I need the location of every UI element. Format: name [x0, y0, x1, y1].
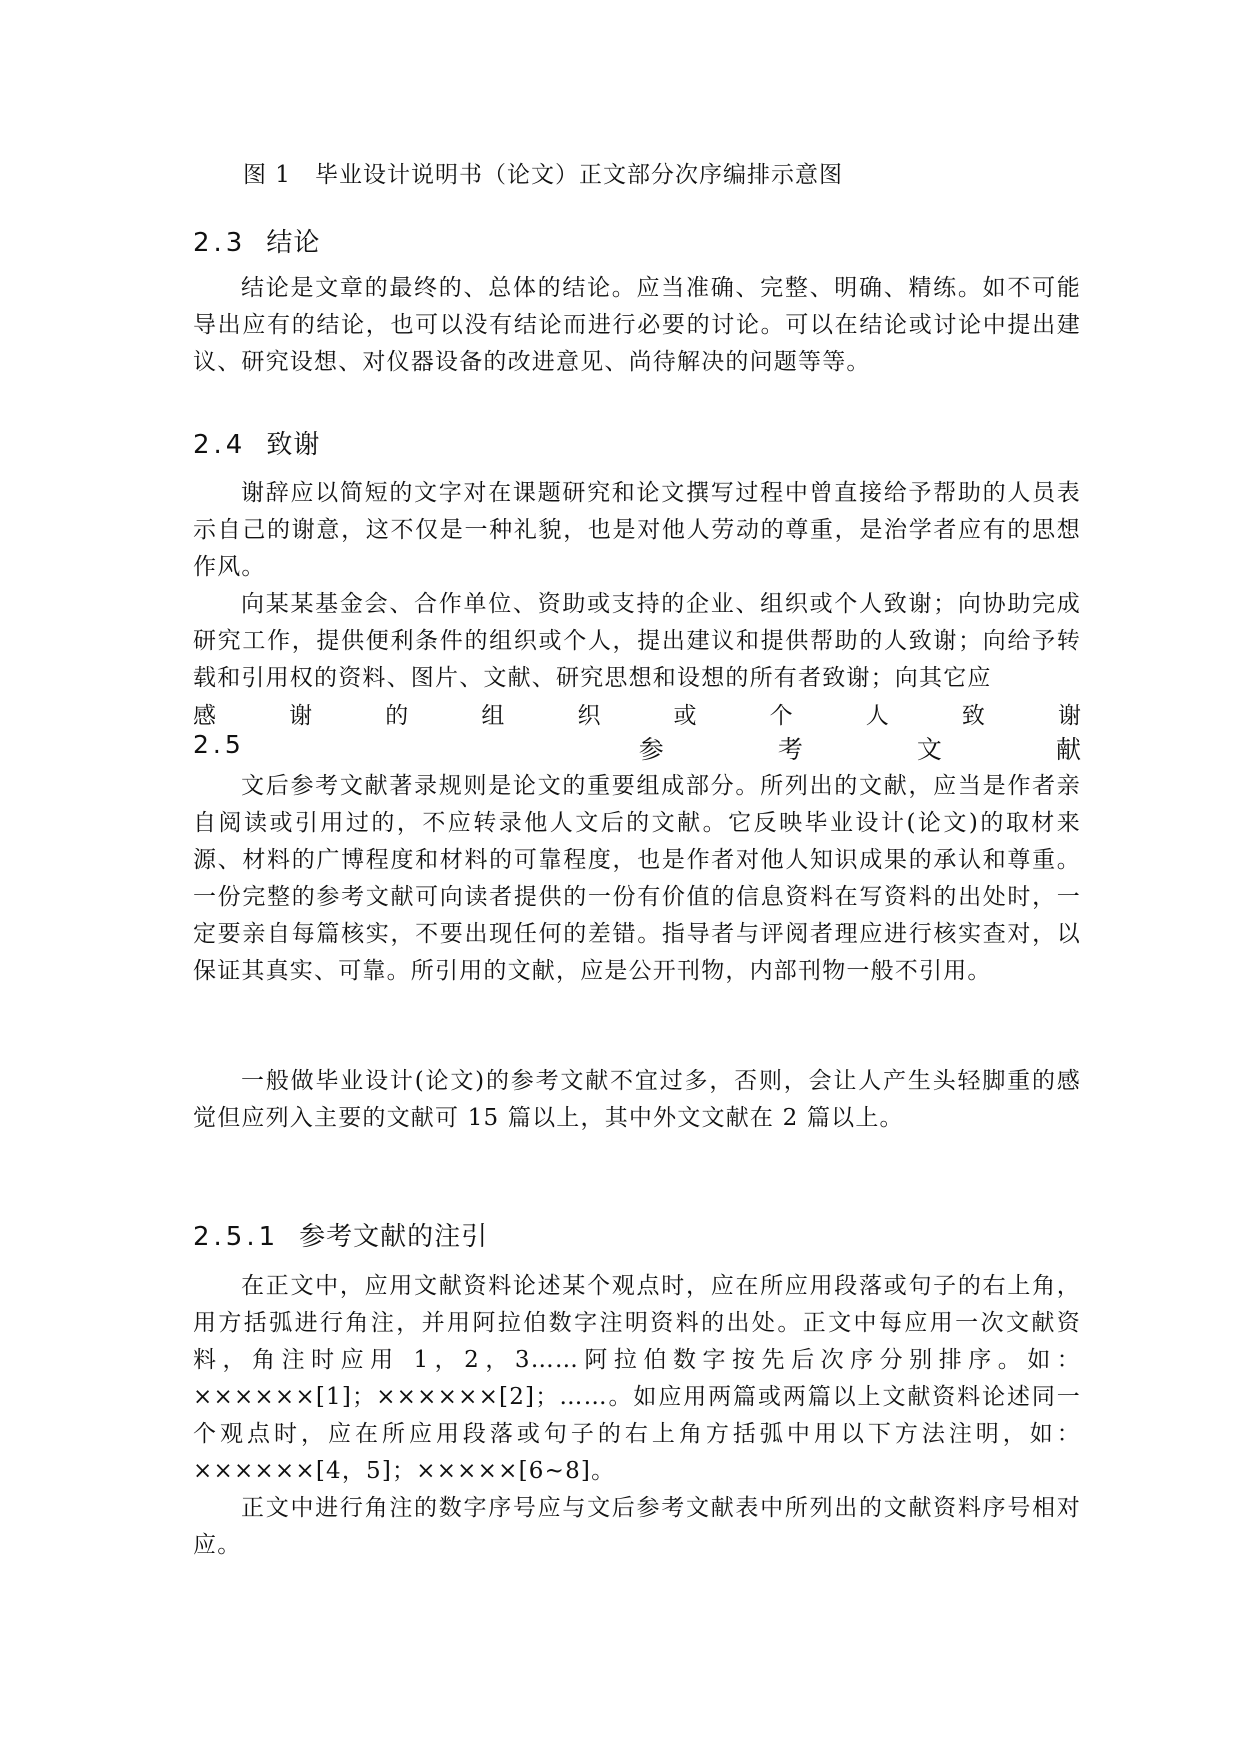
spread-char: 人: [865, 703, 889, 729]
references-paragraph-1: 文后参考文献著录规则是论文的重要组成部分。所列出的文献，应当是作者亲自阅读或引用过的，不应转录他人文后的文献。它反映毕业设计(论文)的取材来源、材料的广博程度和材料的可靠程度，也是作者对他人知识成果的承认和尊重。一份完整的参考文献可向读者提供的一份有价值的信息资料在写资料的出处时，一定要亲自每篇核实，不要出现任何的差错。指导者与评阅者理应进行核实查对，以保证其真实、可靠。所引用的文献，应是公开刊物，内部刊物一般不引用。: [193, 773, 1081, 984]
spread-char: 感: [193, 703, 216, 729]
section-number: 2.5: [193, 730, 245, 759]
citation-paragraph-2: 正文中进行角注的数字序号应与文后参考文献表中所列出的文献资料序号相对应。: [193, 1495, 1081, 1558]
section-heading-2-4: [193, 424, 320, 461]
references-paragraph-2: 一般做毕业设计(论文)的参考文献不宜过多，否则，会让人产生头轻脚重的感觉但应列入主要的文献可 15 篇以上，其中外文文献在 2 篇以上。: [193, 1068, 1081, 1131]
acknowledgement-paragraph-2: 向某某基金会、合作单位、资助或支持的企业、组织或个人致谢；向协助完成研究工作，提供便利条件的组织或个人，提出建议和提供帮助的人致谢；向给予转载和引用权的资料、图片、文献、研究思想和设想的所有者致谢；向其它应: [193, 591, 1081, 691]
spread-char: 致: [961, 703, 985, 729]
section-title: 参考文献的注引: [299, 1222, 489, 1252]
section-title: 结论: [266, 228, 321, 258]
citation-paragraph-1: 在正文中，应用文献资料论述某个观点时，应在所应用段落或句子的右上角，用方括弧进行角注，并用阿拉伯数字注明资料的出处。正文中每应用一次文献资料，角注时应用 1，2，3……阿拉伯数字按先后次序分别排序。如：××××××[1]；××××××[2]；……。如应用两篇或两篇以上文献资料论述同一个观点时，应在所应用段落或句子的右上角方括弧中用以下方法注明，如：××××××[4，5]；×××××[6~8]。: [193, 1273, 1081, 1484]
acknowledgement-spread-line: [193, 697, 1081, 730]
section-number: 2.5.1: [193, 1222, 280, 1252]
section-heading-2-5: [193, 730, 1081, 766]
conclusion-paragraph: 结论是文章的最终的、总体的结论。应当准确、完整、明确、精练。如不可能导出应有的结论，也可以没有结论而进行必要的讨论。可以在结论或讨论中提出建议、研究设想、对仪器设备的改进意见、尚待解决的问题等等。: [193, 275, 1081, 375]
section-heading-2-3: [193, 222, 320, 259]
spread-char: 组: [481, 703, 505, 729]
section-number: 2.3: [193, 228, 247, 258]
spread-char: 的: [385, 703, 409, 729]
spread-char: 谢: [289, 703, 313, 729]
section-title-char: 考: [777, 735, 803, 764]
section-title-char: 文: [916, 735, 942, 764]
spread-char: 谢: [1057, 703, 1081, 729]
acknowledgement-paragraph-1: 谢辞应以简短的文字对在课题研究和论文撰写过程中曾直接给予帮助的人员表示自己的谢意，这不仅是一种礼貌，也是对他人劳动的尊重，是治学者应有的思想作风。: [193, 480, 1081, 580]
section-number: 2.4: [193, 430, 247, 460]
section-title: 致谢: [266, 430, 321, 460]
spread-char: 个: [769, 703, 793, 729]
spread-char: 或: [673, 703, 697, 729]
section-title-char: 参: [638, 735, 664, 764]
spread-char: 织: [577, 703, 601, 729]
figure-caption: 图 1 毕业设计说明书（论文）正文部分次序编排示意图: [243, 162, 843, 188]
section-title-char: 献: [1055, 735, 1081, 764]
section-heading-2-5-1: [193, 1216, 488, 1253]
